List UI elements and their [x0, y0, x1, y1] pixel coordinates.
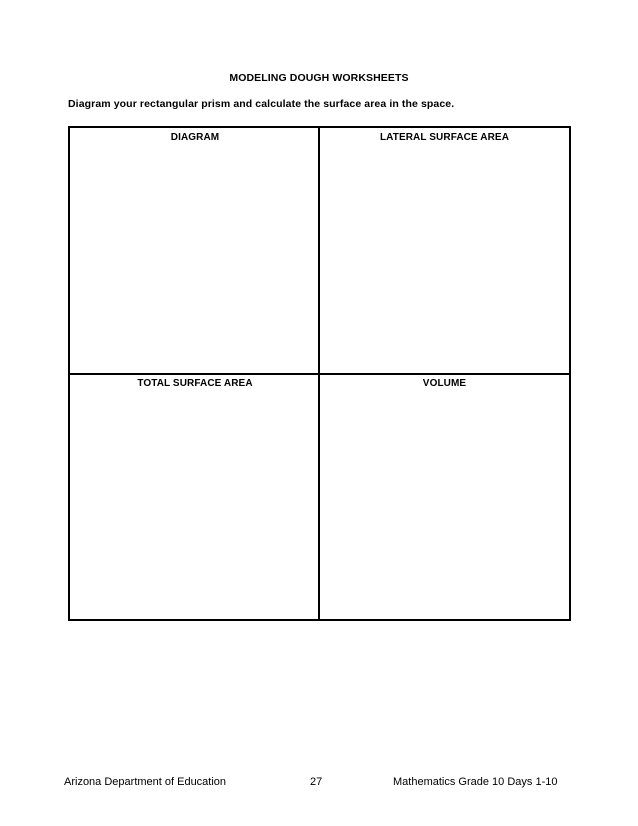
worksheet-title: MODELING DOUGH WORKSHEETS [229, 72, 409, 84]
total-surface-area-cell [70, 375, 320, 619]
diagram-cell [70, 128, 320, 375]
instructions-text: Diagram your rectangular prism and calculate the surface area in the space. [68, 98, 455, 110]
grid-horizontal-divider [70, 373, 569, 375]
volume-heading: VOLUME [422, 378, 467, 389]
worksheet-grid [68, 126, 571, 621]
footer-course: Mathematics Grade 10 Days 1-10 [393, 776, 558, 788]
volume-cell [320, 375, 569, 619]
lateral-surface-area-cell [320, 128, 569, 375]
total-surface-area-heading: TOTAL SURFACE AREA [137, 378, 253, 389]
diagram-heading: DIAGRAM [170, 132, 220, 143]
footer-page-number: 27 [310, 776, 323, 788]
footer-publisher: Arizona Department of Education [64, 776, 227, 788]
lateral-surface-area-heading: LATERAL SURFACE AREA [379, 132, 510, 143]
